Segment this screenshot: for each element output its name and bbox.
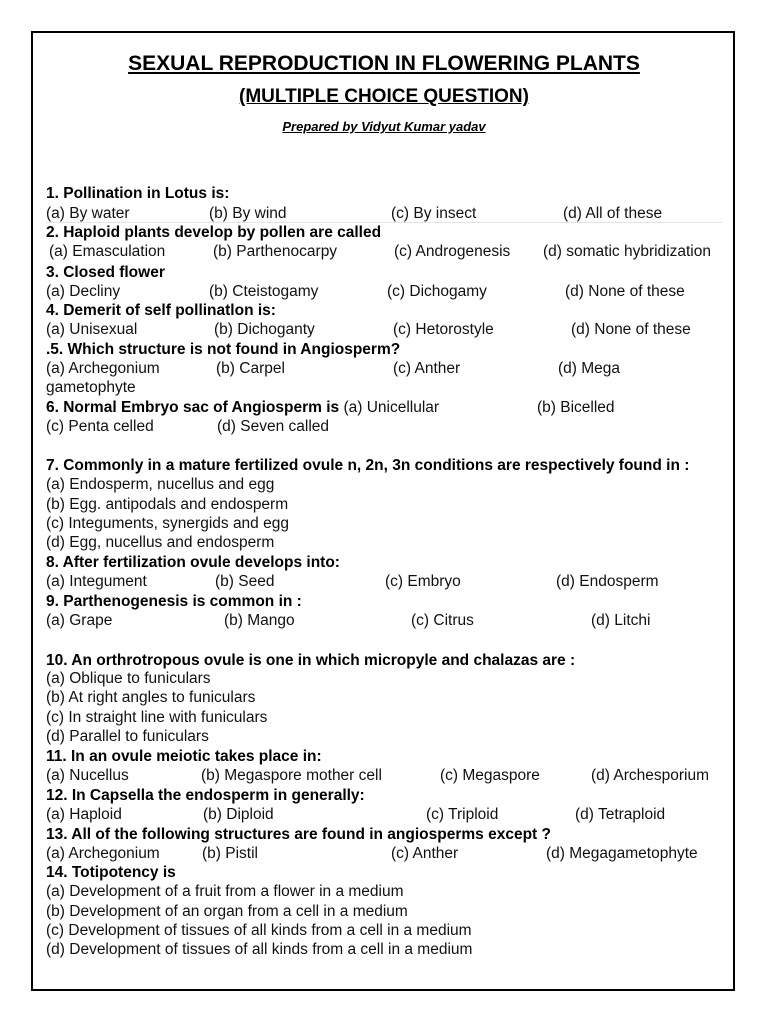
option-c: (c) Triploid	[426, 806, 499, 823]
option-c: (c) Megaspore	[440, 767, 540, 784]
option-a: (a) Oblique to funiculars	[46, 670, 211, 687]
option-a: (a) Grape	[46, 612, 113, 629]
option-a: (a) Development of a fruit from a flower in a medium	[46, 883, 404, 900]
question-11: 11. In an ovule meiotic takes place in:	[46, 748, 322, 765]
question-6-line	[46, 398, 736, 417]
option-a: (a) By water	[46, 205, 130, 222]
option-c: (c) Androgenesis	[394, 243, 511, 260]
option-b: (b) Seed	[215, 573, 275, 590]
option-c: (c) Anther	[393, 360, 461, 377]
option-c: (c) In straight line with funiculars	[46, 709, 268, 726]
option-d: (d) Mega	[558, 360, 621, 377]
option-d: (d) Endosperm	[556, 573, 659, 590]
question-8: 8. After fertilization ovule develops into:	[46, 554, 340, 571]
question-14: 14. Totipotency is	[46, 864, 176, 881]
page-subtitle: (MULTIPLE CHOICE QUESTION)	[239, 86, 529, 107]
option-b: (b) At right angles to funiculars	[46, 689, 256, 706]
question-7: 7. Commonly in a mature fertilized ovule n, 2n, 3n conditions are respectively found in :	[46, 457, 690, 474]
option-d: (d) None of these	[565, 283, 685, 300]
option-c: (c) Penta celled	[46, 418, 154, 435]
option-a: (a) Archegonium	[46, 360, 160, 377]
page-title: SEXUAL REPRODUCTION IN FLOWERING PLANTS	[128, 52, 640, 75]
option-a: (a) Archegonium	[46, 845, 160, 862]
question-10: 10. An orthrotropous ovule is one in which micropyle and chalazas are :	[46, 652, 576, 669]
option-d: (d) Parallel to funiculars	[46, 728, 209, 745]
option-b: (b) Bicelled	[537, 399, 615, 416]
option-a: (a) Decliny	[46, 283, 121, 300]
option-c: (c) Integuments, synergids and egg	[46, 515, 289, 532]
option-b: (b) Cteistogamy	[209, 283, 319, 300]
question-2: 2. Haploid plants develop by pollen are called	[46, 224, 382, 241]
option-b: (b) Egg. antipodals and endosperm	[46, 496, 289, 513]
option-c: (c) Development of tissues of all kinds from a cell in a medium	[46, 922, 472, 939]
option-b: (b) Megaspore mother cell	[201, 767, 382, 784]
option-b: (b) Development of an organ from a cell in a medium	[46, 903, 408, 920]
option-a: (a) Haploid	[46, 806, 122, 823]
question-4: 4. Demerit of self pollinatlon is:	[46, 302, 276, 319]
author-credit: Prepared by Vidyut Kumar yadav	[282, 119, 486, 134]
option-c: (c) Hetorostyle	[393, 321, 494, 338]
question-12: 12. In Capsella the endosperm in generally:	[46, 787, 365, 804]
option-d: (d) Development of tissues of all kinds from a cell in a medium	[46, 941, 473, 958]
option-b: (b) Mango	[224, 612, 295, 629]
option-b: (b) Parthenocarpy	[213, 243, 338, 260]
question-9: 9. Parthenogenesis is common in :	[46, 593, 302, 610]
question-13: 13. All of the following structures are found in angiosperms except ?	[46, 826, 551, 843]
question-6: 6. Normal Embryo sac of Angiosperm is	[46, 399, 340, 416]
option-d: (d) Archesporium	[591, 767, 710, 784]
option-b: (b) Dichoganty	[214, 321, 315, 338]
option-a: (a) Emasculation	[49, 243, 166, 260]
option-a: (a) Integument	[46, 573, 147, 590]
option-b: (b) By wind	[209, 205, 287, 222]
option-a: (a) Nucellus	[46, 767, 129, 784]
option-b: (b) Pistil	[202, 845, 258, 862]
option-c: (c) Dichogamy	[387, 283, 487, 300]
option-d: (d) somatic hybridization	[543, 243, 711, 260]
option-c: (c) Citrus	[411, 612, 474, 629]
option-d: (d) None of these	[571, 321, 691, 338]
option-b: (b) Diploid	[203, 806, 274, 823]
question-3: 3. Closed flower	[46, 264, 165, 281]
option-c: (c) Anther	[391, 845, 459, 862]
option-d: (d) Megagametophyte	[546, 845, 698, 862]
option-d: (d) Egg, nucellus and endosperm	[46, 534, 275, 551]
option-d: (d) Litchi	[591, 612, 651, 629]
option-d: (d) Tetraploid	[575, 806, 666, 823]
option-c: (c) Embryo	[385, 573, 461, 590]
option-d: (d) Seven called	[217, 418, 330, 435]
option-c: (c) By insect	[391, 205, 477, 222]
question-5: .5. Which structure is not found in Angiosperm?	[46, 341, 401, 358]
question-5-wrap: gametophyte	[46, 379, 136, 396]
option-d: (d) All of these	[563, 205, 663, 222]
option-a: (a) Unisexual	[46, 321, 138, 338]
option-b: (b) Carpel	[216, 360, 285, 377]
option-a: (a) Endosperm, nucellus and egg	[46, 476, 275, 493]
option-a: (a) Unicellular	[343, 399, 440, 416]
question-1: 1. Pollination in Lotus is:	[46, 185, 230, 202]
